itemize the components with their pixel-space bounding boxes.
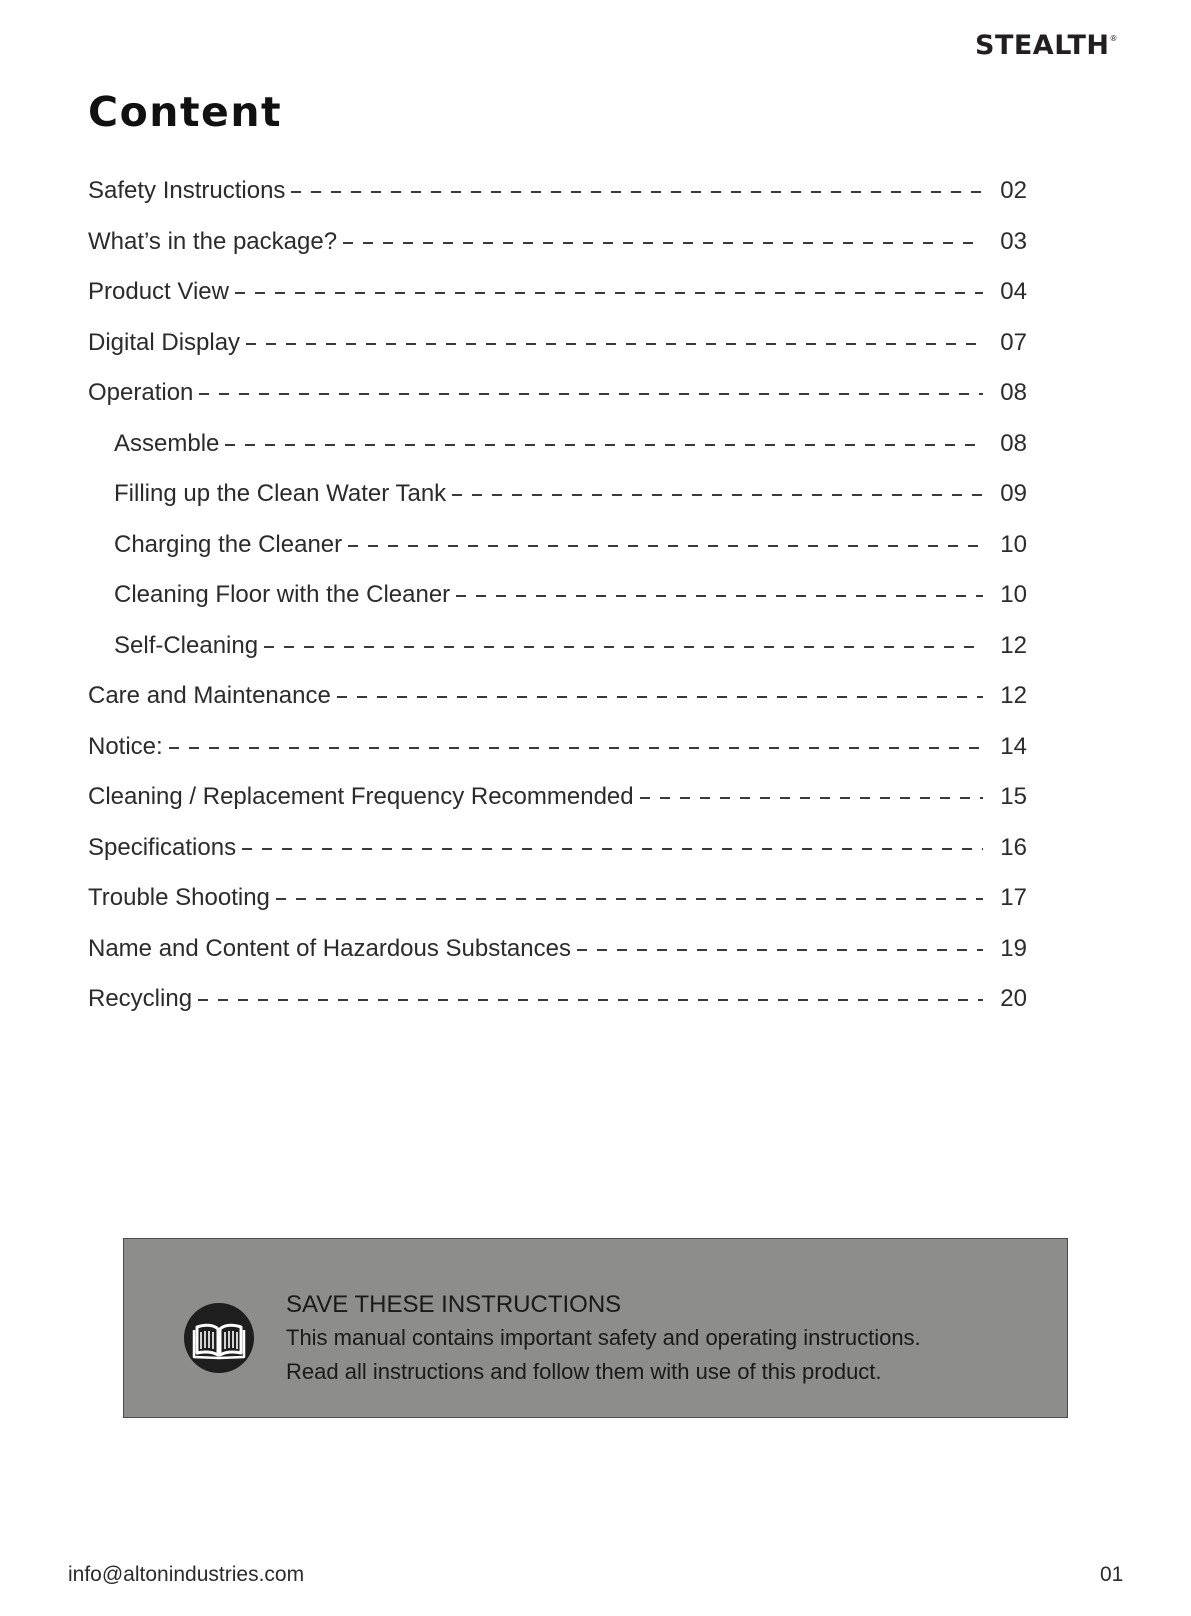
toc-entry[interactable] — [88, 570, 1027, 621]
toc-entry-page: 14 — [1000, 732, 1027, 760]
toc-entry[interactable] — [88, 722, 1027, 773]
toc-entry[interactable] — [88, 469, 1027, 520]
toc-entry-page: 08 — [1000, 379, 1027, 407]
footer-page-number: 01 — [1100, 1563, 1124, 1586]
toc-entry[interactable] — [88, 368, 1027, 419]
trademark-symbol: ® — [1109, 34, 1118, 43]
toc-dash-leader — [264, 646, 983, 648]
toc-dash-leader — [246, 343, 983, 345]
notice-title: SAVE THESE INSTRUCTIONS — [286, 1291, 622, 1318]
toc-entry-page: 08 — [1000, 429, 1027, 457]
toc-dash-leader — [242, 848, 983, 850]
toc-entry-page: 15 — [1000, 783, 1027, 811]
notice-line-2: Read all instructions and follow them with use of this product. — [286, 1359, 882, 1384]
toc-entry-page: 20 — [1000, 985, 1027, 1013]
toc-entry-title: Safety Instructions — [88, 177, 286, 205]
toc-entry-title: Filling up the Clean Water Tank — [114, 480, 447, 508]
toc-entry-title: Care and Maintenance — [88, 682, 331, 710]
notice-line-1: This manual contains important safety and operating instructions. — [286, 1325, 921, 1350]
toc-entry-title: Specifications — [88, 833, 237, 861]
toc-entry-title: What’s in the package? — [88, 227, 338, 255]
toc-entry[interactable] — [88, 974, 1027, 1025]
open-book-icon — [184, 1303, 254, 1373]
toc-entry[interactable] — [88, 873, 1027, 924]
toc-entry-title: Cleaning / Replacement Frequency Recommended — [88, 783, 634, 811]
toc-dash-leader — [456, 595, 983, 597]
toc-entry-title: Digital Display — [88, 328, 241, 356]
brand-name: STEALTH — [975, 30, 1110, 61]
toc-entry[interactable] — [88, 217, 1027, 268]
toc-entry[interactable] — [88, 267, 1027, 318]
toc-dash-leader — [169, 747, 983, 749]
toc-entry-title: Name and Content of Hazardous Substances — [88, 934, 571, 962]
toc-entry-page: 12 — [1000, 682, 1027, 710]
toc-entry-title: Recycling — [88, 985, 193, 1013]
toc-entry[interactable] — [88, 318, 1027, 369]
footer-email: info@altonindustries.com — [68, 1563, 305, 1586]
toc-entry[interactable] — [88, 520, 1027, 571]
toc-entry-title: Charging the Cleaner — [114, 530, 343, 558]
brand-logo — [975, 30, 1125, 66]
toc-entry-title: Self-Cleaning — [114, 631, 259, 659]
toc-entry-page: 04 — [1000, 278, 1027, 306]
page-title: Content — [88, 88, 283, 136]
toc-entry-page: 12 — [1000, 631, 1027, 659]
toc-entry-page: 07 — [1000, 328, 1027, 356]
toc-dash-leader — [452, 494, 983, 496]
toc-dash-leader — [640, 797, 983, 799]
toc-entry-title: Cleaning Floor with the Cleaner — [114, 581, 451, 609]
toc-entry-title: Operation — [88, 379, 194, 407]
toc-dash-leader — [577, 949, 983, 951]
toc-entry-page: 19 — [1000, 934, 1027, 962]
toc-entry[interactable] — [88, 419, 1027, 470]
toc-dash-leader — [348, 545, 983, 547]
toc-entry[interactable] — [88, 166, 1027, 217]
toc-dash-leader — [291, 191, 983, 193]
toc-entry-page: 17 — [1000, 884, 1027, 912]
toc-dash-leader — [337, 696, 983, 698]
toc-dash-leader — [199, 393, 983, 395]
toc-entry[interactable] — [88, 772, 1027, 823]
table-of-contents — [88, 166, 1027, 1025]
toc-entry-page: 10 — [1000, 581, 1027, 609]
toc-entry[interactable] — [88, 924, 1027, 975]
toc-dash-leader — [343, 242, 983, 244]
toc-entry-page: 03 — [1000, 227, 1027, 255]
toc-dash-leader — [198, 999, 983, 1001]
toc-entry-page: 02 — [1000, 177, 1027, 205]
toc-entry[interactable] — [88, 823, 1027, 874]
save-instructions-notice — [123, 1238, 1068, 1418]
toc-entry-page: 10 — [1000, 530, 1027, 558]
toc-entry[interactable] — [88, 671, 1027, 722]
toc-entry[interactable] — [88, 621, 1027, 672]
toc-entry-title: Trouble Shooting — [88, 884, 270, 912]
toc-dash-leader — [225, 444, 983, 446]
toc-entry-page: 16 — [1000, 833, 1027, 861]
toc-dash-leader — [235, 292, 983, 294]
toc-entry-title: Notice: — [88, 732, 163, 760]
toc-entry-title: Product View — [88, 278, 229, 306]
toc-dash-leader — [276, 898, 983, 900]
toc-entry-page: 09 — [1000, 480, 1027, 508]
toc-entry-title: Assemble — [114, 429, 220, 457]
